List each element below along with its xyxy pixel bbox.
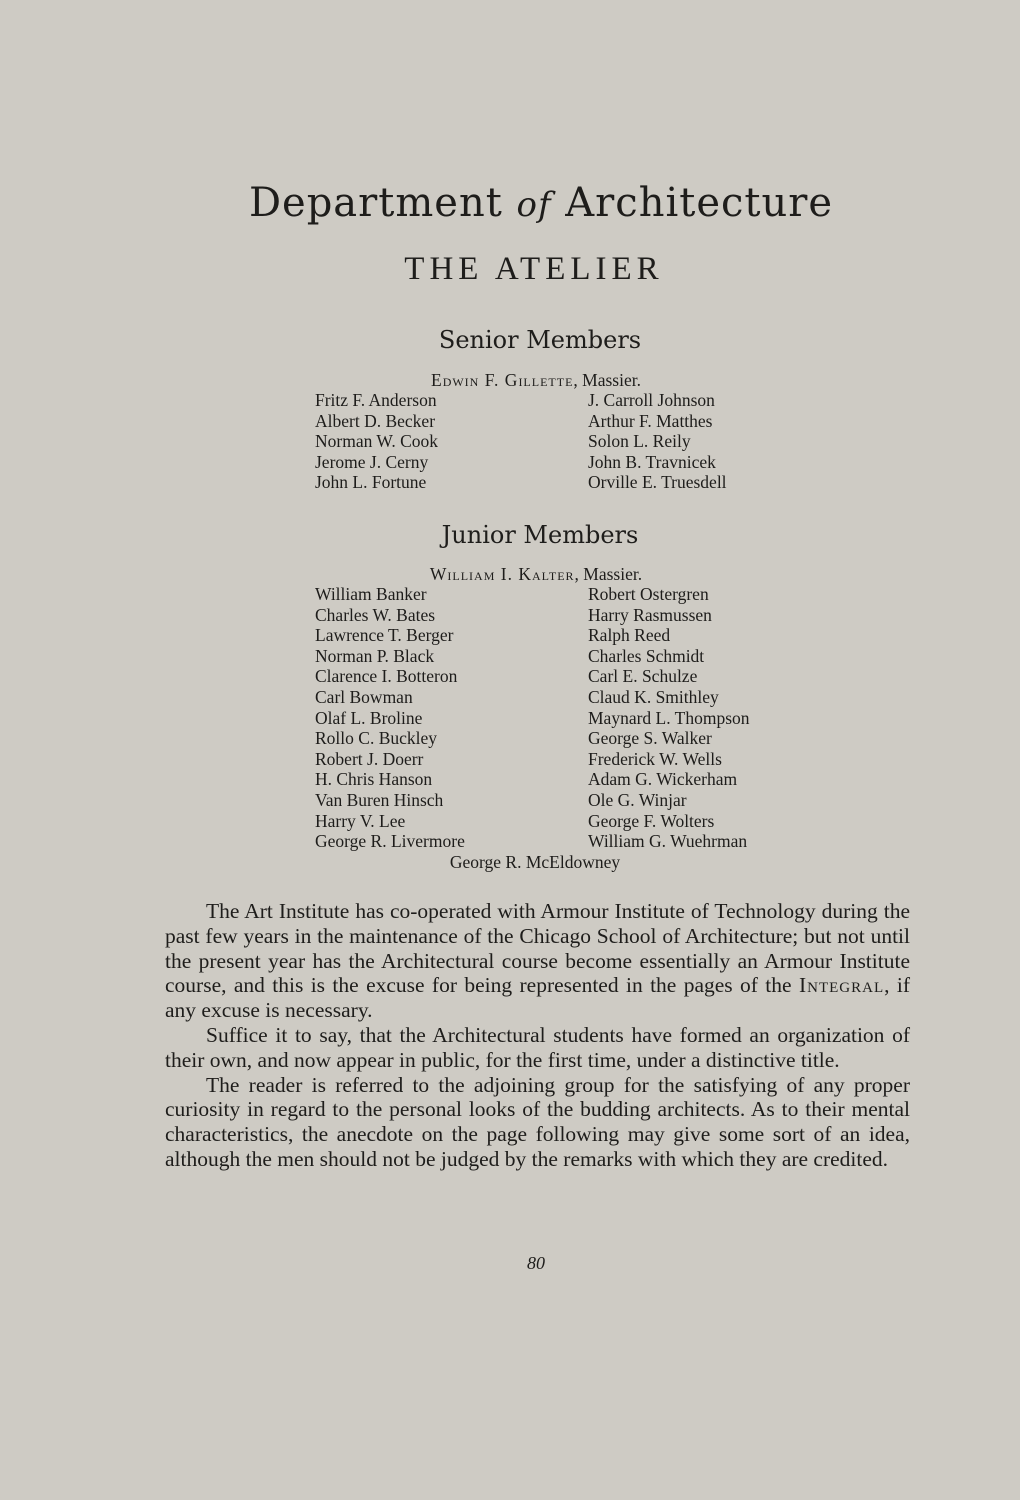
text: The Art Institute has co-operated with Armour Institute of Technology during the past few years in the maintenance of the Chicago School of Architecture; but not until the present year has the Architectural course become essentially an Armour Institute course, and this is the excuse for being represented in the pages of the [165,899,910,998]
member-name: Norman P. Black [315,645,435,666]
member-name: Solon L. Reily [588,431,691,452]
member-name: Harry V. Lee [315,810,406,831]
junior-member-last: George R. McEldowney [449,852,621,872]
member-name: J. Carroll Johnson [588,390,715,410]
member-name: Olaf L. Broline [315,707,423,728]
member-name: Rollo C. Buckley [315,728,438,749]
member-name: Frederick W. Wells [588,748,722,769]
publication-name: Integral [798,973,885,998]
member-name: Carl E. Schulze [588,666,698,687]
title-part: Department [248,180,503,226]
page-number: 80 [527,1253,545,1273]
member-name: Fritz F. Anderson [315,390,437,410]
paragraph: Suffice it to say, that the Architectural students have formed an organization of their own, and now appear in public, for the first time, under a distinctive title. [165,1022,910,1072]
member-name: Maynard L. Thompson [588,707,750,728]
member-name: Ralph Reed [588,625,671,646]
member-name: Charles W. Bates [315,604,436,625]
member-name: Jerome J. Cerny [315,451,429,472]
member-name: George R. Livermore [315,831,465,852]
member-name: George S. Walker [588,728,712,749]
massier-suffix: , Massier. [573,370,641,390]
member-name: Robert Ostergren [588,584,709,604]
member-name: Orville E. Truesdell [588,472,727,493]
title-of: of [516,185,552,225]
member-name: H. Chris Hanson [315,769,433,790]
massier-suffix: , Massier. [574,564,643,584]
senior-member-list [315,390,795,493]
massier-name: Edwin F. Gillette [431,370,574,390]
member-name: Albert D. Becker [315,410,436,431]
junior-heading: Junior Members [441,521,639,549]
body-text [165,899,910,1172]
member-name: Adam G. Wickerham [588,769,738,790]
page-title [0,180,1020,226]
massier-name: William I. Kalter [429,564,575,584]
junior-massier [0,564,1020,585]
member-name: John L. Fortune [315,472,427,493]
paragraph [165,899,910,1023]
paragraph: The reader is referred to the adjoining group for the satisfying of any proper curiosity in regard to the personal looks of the budding architects. As to their mental characteristics, the anecdote on the page following may give some sort of an idea, although the men should not be judged by the remarks with which they are credited. [165,1072,910,1171]
member-name: Claud K. Smithley [588,686,719,707]
member-name: George F. Wolters [588,810,715,831]
member-name: Lawrence T. Berger [315,625,454,646]
member-name: Arthur F. Matthes [588,410,713,431]
senior-massier [0,370,1020,391]
title-part: Architecture [565,180,834,226]
member-name: Carl Bowman [315,686,413,707]
member-name: Charles Schmidt [588,645,705,666]
member-name: Harry Rasmussen [588,604,712,625]
senior-heading: Senior Members [438,326,642,354]
member-name: Robert J. Doerr [315,748,424,769]
member-name: John B. Travnicek [588,451,716,472]
member-name: Clarence I. Botteron [315,666,458,687]
page-subtitle: THE ATELIER [404,251,664,287]
member-name: Norman W. Cook [315,431,438,452]
member-name: William Banker [315,584,427,604]
text: , if any excuse is necessary. [165,973,910,1023]
junior-member-list [315,584,795,852]
member-name: Ole G. Winjar [588,789,687,810]
member-name: Van Buren Hinsch [315,789,444,810]
member-name: William G. Wuehrman [588,831,748,852]
